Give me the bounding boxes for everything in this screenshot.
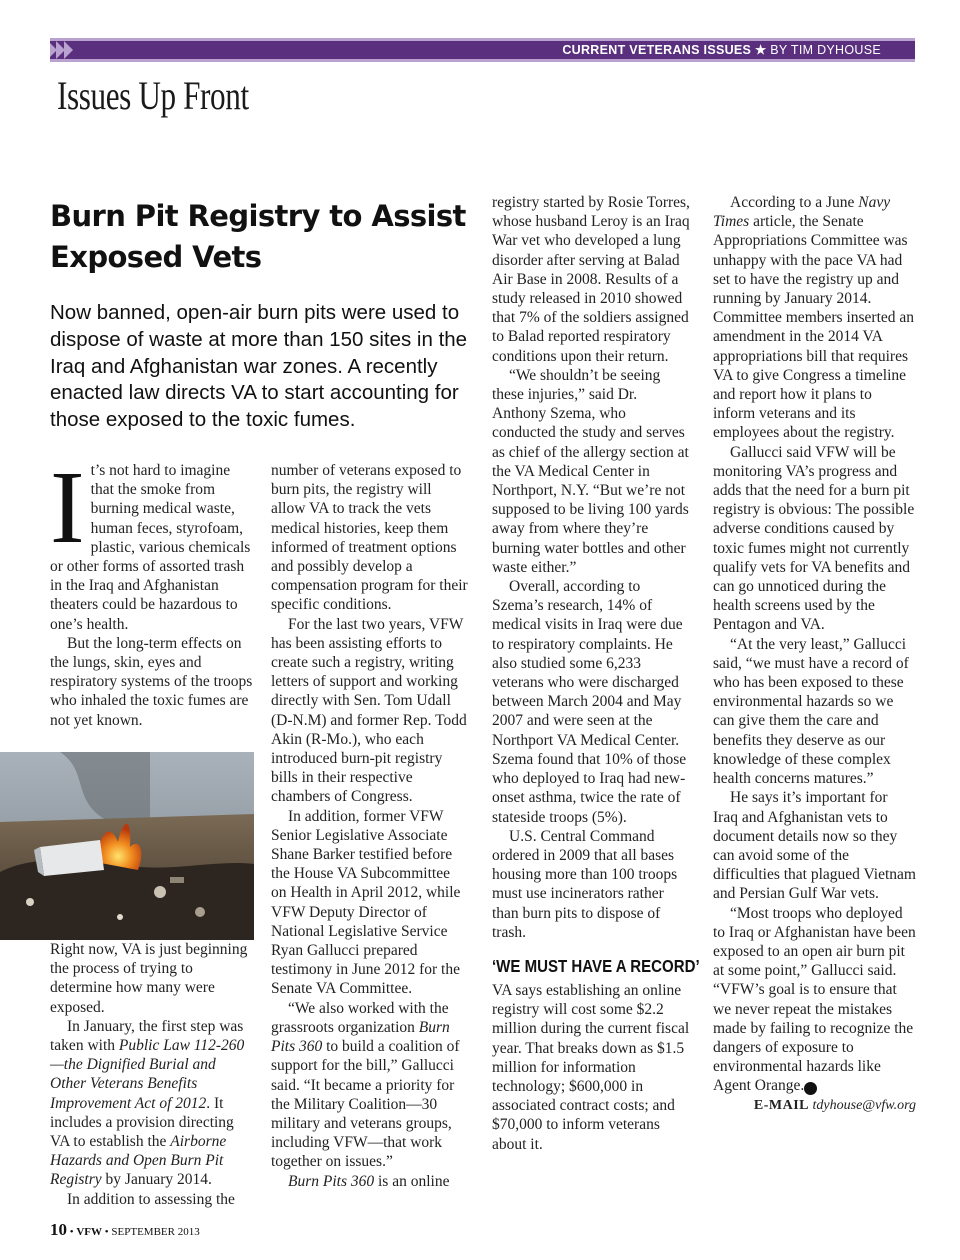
- paragraph: Overall, according to Szema’s research, 14% of medical visits in Iraq were due to respiratory complaints. He also studied some 6,233 veterans who were discharged between March 2004 and May 2007 and were seen at the Northport VA Medical Center. Szema found that 10% of those who deployed to Iraq had new-onset asthma, twice the rate of stateside troops (5%).: [492, 578, 687, 826]
- footer-separator: •: [69, 1226, 74, 1238]
- section-banner: [50, 38, 915, 62]
- paragraph: In addition to assessing the: [67, 1190, 235, 1208]
- law-title: Public Law 112-260—the Dignified Burial and Other Veterans Benefits Improvement Act of 2012: [50, 1037, 245, 1112]
- paragraph: Right now, VA is just beginning the process of trying to determine how many were exposed.: [50, 941, 248, 1016]
- column-1-lower: [50, 940, 255, 1209]
- paragraph: But the long-term effects on the lungs, skin, eyes and respiratory systems of the troops who inhaled the toxic fumes are not yet known.: [50, 634, 253, 729]
- text-run: is an online: [374, 1172, 450, 1190]
- banner-text: [562, 42, 881, 57]
- paragraph: U.S. Central Command ordered in 2009 that all bases housing more than 100 troops must use incinerators rather than burn pits to dispose of trash.: [492, 827, 678, 941]
- paragraph: number of veterans exposed to burn pits, the registry will allow VA to track the vets medical histories, keep them informed of treatment options and possibly develop a compensation program for their specific conditions.: [271, 462, 468, 614]
- page-footer: [50, 1220, 200, 1240]
- publication-name: Navy Times: [713, 194, 891, 231]
- paragraph: Gallucci said VFW will be monitoring VA’s progress and adds that the need for a burn pit registry is obvious: The possible adverse conditions caused by toxic fumes might not currently qualify vets for VA benefits and can go unnoticed during the health screens used by the Pentagon and VA.: [713, 443, 915, 634]
- paragraph: [713, 904, 916, 1096]
- dek: Now banned, open-air burn pits were used to dispose of waste at more than 150 sites in the Iraq and Afghanistan war zones. A recently enacted law directs VA to start accounting for those exposed to the toxic fumes.: [50, 301, 468, 432]
- organization-name: Burn Pits 360: [271, 1018, 450, 1056]
- paragraph: [271, 1172, 469, 1191]
- banner-section-label: CURRENT VETERANS ISSUES: [562, 43, 752, 57]
- paragraph: In addition, former VFW Senior Legislative Associate Shane Barker testified before the House VA Subcommittee on Health in April 2012, while VFW Deputy Director of National Legislative Service Ryan Gallucci prepared testimony in June 2012 for the Senate VA Committee.: [271, 807, 461, 998]
- text-run: “We also worked with the grassroots organization: [271, 999, 449, 1036]
- banner-bottom-stripe: [50, 59, 915, 62]
- organization-name: Burn Pits 360: [288, 1172, 375, 1190]
- column-3: [492, 193, 700, 1154]
- headline: Burn Pit Registry to Assist Exposed Vets: [50, 199, 466, 274]
- section-title: Issues Up Front: [57, 73, 249, 118]
- email-address[interactable]: tdyhouse@vfw.org: [812, 1097, 916, 1113]
- page-number: 10: [50, 1220, 67, 1239]
- column-4: [713, 193, 916, 1115]
- paragraph: For the last two years, VFW has been assisting efforts to create such a registry, writing letters of support and working directly with Sen. Tom Udall (D-N.M) and former Rep. Todd Akin (R-Mo.), who each introduced burn-pit registry bills in their respective chambers of Congress.: [271, 615, 467, 806]
- column-2: [271, 461, 469, 1191]
- text-run: to build a coalition of support for the bill,” Gallucci said. “It became a priority for the Military Coalition—30 military and veterans groups, including VFW—that work together on issues.”: [271, 1038, 460, 1171]
- chevron-decoration-icon: [50, 41, 78, 59]
- paragraph: [271, 999, 469, 1172]
- text-run: According to a June: [730, 194, 859, 211]
- byline: BY TIM DYHOUSE: [770, 43, 881, 57]
- text-run: article, the Senate Appropriations Committee was unhappy with the pace VA had set to have the registry up and running by January 2014. Committee members inserted an amendment in the 2014 VA appropriations bill that requires VA to give Congress a timeline and report how it plans to inform veterans and its employees about the registry.: [713, 213, 915, 442]
- text-run: . It includes a provision directing VA to establish the: [50, 1094, 234, 1151]
- paragraph: t’s not hard to imagine that the smoke from burning medical waste, human feces, styrofoam, plastic, various chemicals or other forms of assorted trash in the Iraq and Afghanistan theaters could be hazardous to one’s health.: [50, 462, 251, 633]
- end-mark-icon: ✪: [804, 1082, 817, 1095]
- paragraph: [713, 193, 916, 443]
- paragraph: VA says establishing an online registry will cost some $2.2 million during the current fiscal year. That breaks down as $1.5 million for information technology; $600,000 in associated contract costs; and $70,000 to inform veterans about it.: [492, 981, 690, 1153]
- text-run: by January 2014.: [101, 1171, 212, 1189]
- author-email: [713, 1096, 916, 1115]
- burning-trash-image-icon: [0, 752, 254, 940]
- star-icon: ★: [754, 43, 767, 57]
- paragraph: “At the very least,” Gallucci said, “we must have a record of who has been exposed to these environmental hazards so we can give them the care and benefits they deserve as our knowledge of these complex health concerns matures.”: [713, 635, 909, 788]
- email-label: E-MAIL: [753, 1097, 810, 1113]
- drop-cap: I: [50, 450, 85, 565]
- registry-name: Airborne Hazards and Open Burn Pit Registry: [50, 1133, 227, 1189]
- banner-top-stripe: [50, 38, 915, 41]
- magazine-name: VFW: [76, 1226, 103, 1238]
- text-run: In January, the first step was taken with: [50, 1017, 244, 1055]
- column-1: [50, 450, 255, 730]
- paragraph: He says it’s important for Iraq and Afghanistan vets to document details now so they can avoid some of the difficulties that plagued Vietnam and Persian Gulf War vets.: [713, 789, 916, 903]
- paragraph: registry started by Rosie Torres, whose husband Leroy is an Iraq War vet who developed a lung disorder after serving at Balad Air Base in 2008. Results of a study released in 2010 showed that 7% of the soldiers assigned to Balad reported respiratory conditions upon their return.: [492, 194, 690, 365]
- subheading: ‘WE MUST HAVE A RECORD’: [492, 955, 700, 976]
- paragraph: [50, 1017, 255, 1190]
- burn-pit-photo: [0, 752, 254, 940]
- issue-date: SEPTEMBER 2013: [111, 1226, 200, 1238]
- paragraph: “We shouldn’t be seeing these injuries,” said Dr. Anthony Szema, who conducted the study and serves as chief of the allergy section at the VA Medical Center in Northport, N.Y. “But we’re not supposed to be living 100 yards away from where they’re burning water bottles and other waste either.”: [492, 366, 689, 576]
- text-run: “Most troops who deployed to Iraq or Afghanistan have been exposed to an open air burn pit at some point,” Gallucci said. “VFW’s goal is to ensure that we never repeat the mistakes made by failing to recognize the dangers of exposure to environmental hazards like Agent Orange.: [713, 904, 916, 1095]
- footer-separator: •: [104, 1226, 109, 1238]
